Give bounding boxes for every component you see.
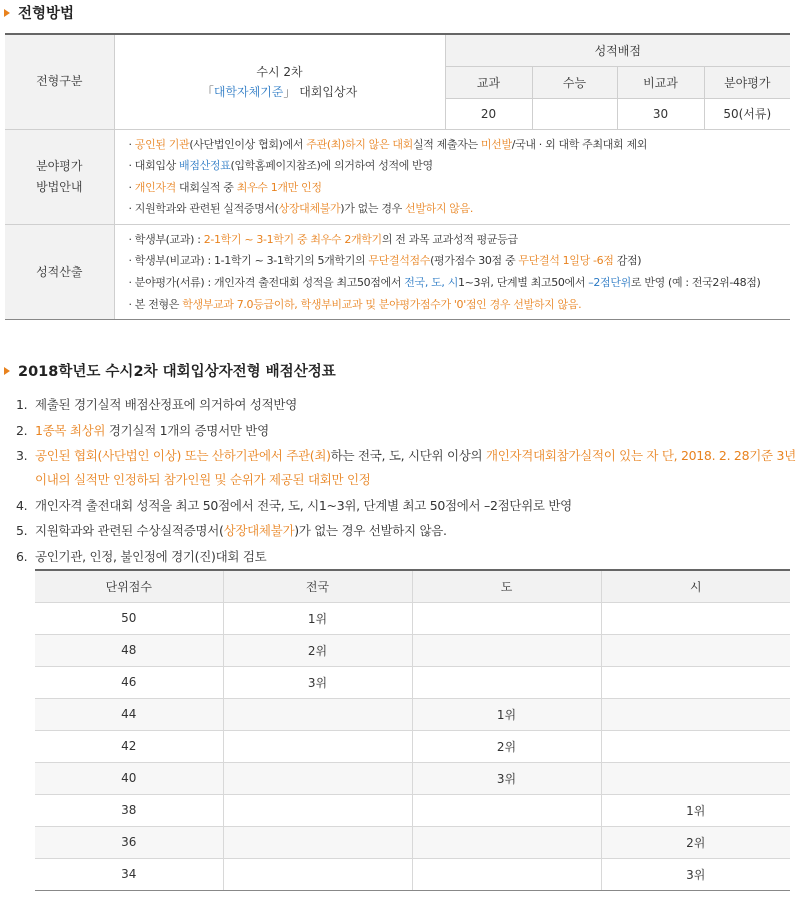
text-run: 제출된 경기실적 배점산정표에 의거하여 성적반영 bbox=[35, 397, 297, 412]
table-row bbox=[35, 730, 790, 762]
table-cell: 50 bbox=[35, 602, 223, 634]
list-item: 1. 제출된 경기실적 배점산정표에 의거하여 성적반영 bbox=[16, 397, 297, 412]
text-run: 개인자격 출전대회 성적을 최고 50점에서 전국, 도, 시1~3위, 단계별 최고 50점에서 –2점단위로 반영 bbox=[35, 497, 572, 513]
table-cell: 3위 bbox=[412, 762, 601, 794]
table-cell: 48 bbox=[35, 634, 223, 666]
text-run: 경기실적 1개의 증명서만 반영 bbox=[105, 422, 269, 438]
table-cell bbox=[601, 634, 790, 666]
section-title-method bbox=[4, 2, 74, 23]
table-row bbox=[35, 602, 790, 634]
value-csat bbox=[532, 98, 617, 129]
table-cell bbox=[412, 634, 601, 666]
table-row bbox=[35, 826, 790, 858]
bullet-arrow-icon bbox=[4, 9, 10, 17]
table-cell: 36 bbox=[35, 826, 223, 858]
admission-type-cell bbox=[114, 34, 445, 129]
table-cell bbox=[223, 826, 412, 858]
highlight-text: 공인된 협회(사단법인 이상) 또는 산하기관에서 주관(최) bbox=[35, 448, 331, 463]
list-item: 4. 개인자격 출전대회 성적을 최고 50점에서 전국, 도, 시1~3위, 단계별 최고 50점에서 –2점단위로 반영 bbox=[16, 497, 572, 513]
text-run: 하는 전국, 도, 시단위 이상의 bbox=[330, 448, 486, 463]
table-cell bbox=[601, 762, 790, 794]
col-header-field-eval: 분야평가 bbox=[704, 66, 790, 98]
field-eval-line bbox=[129, 155, 791, 177]
table-row bbox=[35, 858, 790, 890]
highlight-text: 미선발 bbox=[480, 137, 512, 151]
table-cell bbox=[223, 858, 412, 890]
table-cell bbox=[412, 602, 601, 634]
highlight-text: 개인자격 bbox=[134, 180, 176, 194]
list-item: 3. 공인된 협회(사단법인 이상) 또는 산하기관에서 주관(최)하는 전국, 도, 시단위 이상의 개인자격대회참가실적이 있는 자 단, 2018. 2. 28기준 3년 이내의 실적만 인정하되 참가인원 및 순위가 제공된 대회만 인정 bbox=[16, 448, 796, 487]
text-run: · 학생부(교과) : bbox=[128, 232, 204, 246]
table-cell: 2위 bbox=[412, 730, 601, 762]
table-header-row bbox=[35, 570, 790, 602]
col-header-national: 전국 bbox=[223, 570, 412, 602]
table-cell bbox=[412, 858, 601, 890]
table-row bbox=[35, 698, 790, 730]
score-calc-label: 성적산출 bbox=[5, 224, 114, 319]
text-run: · 학생부(비교과) : 1-1학기 ~ 3-1학기의 5개학기의 bbox=[128, 254, 369, 268]
highlight-text: 상장대체불가 bbox=[278, 202, 341, 216]
col-header-subject: 교과 bbox=[445, 66, 532, 98]
table-cell: 38 bbox=[35, 794, 223, 826]
admission-type-line1: 수시 2차 bbox=[256, 64, 303, 79]
highlight-text: 전국, 도, 시 bbox=[404, 276, 458, 290]
highlight-text: 무단결석점수 bbox=[368, 254, 431, 268]
field-eval-line bbox=[129, 177, 791, 199]
admission-type-line2: 「대학자체기준」 대회입상자 bbox=[201, 84, 358, 99]
text-run: 의 전 과목 교과성적 평균등급 bbox=[381, 232, 518, 246]
col-header-csat: 수능 bbox=[532, 66, 617, 98]
col-header-non-subject: 비교과 bbox=[617, 66, 704, 98]
field-eval-description bbox=[114, 129, 790, 224]
list-item: 5. 지원학과와 관련된 수상실적증명서(상장대체불가)가 없는 경우 선발하지 않음. bbox=[16, 523, 447, 538]
table-cell: 34 bbox=[35, 858, 223, 890]
text-run: · bbox=[128, 137, 135, 151]
table-row bbox=[35, 794, 790, 826]
table-cell bbox=[412, 794, 601, 826]
highlight-text: 공인된 기관 bbox=[134, 137, 190, 151]
text-run: 1~3위, 단계별 최고50에서 bbox=[457, 276, 589, 290]
highlight-text: 상장대체불가 bbox=[223, 523, 295, 538]
highlight-text: 배점산정표 bbox=[179, 159, 231, 173]
highlight-text: 2-1학기 ~ 3-1학기 중 최우수 2개학기 bbox=[203, 232, 382, 246]
score-allocation-header: 성적배점 bbox=[445, 34, 790, 66]
list-item: 2. 1종목 최상위 경기실적 1개의 증명서만 반영 bbox=[16, 422, 269, 438]
table-cell bbox=[223, 730, 412, 762]
score-points-table bbox=[35, 569, 790, 891]
score-calc-description bbox=[114, 224, 790, 319]
table-cell bbox=[601, 698, 790, 730]
table-cell bbox=[601, 730, 790, 762]
table-cell bbox=[223, 762, 412, 794]
text-run: · 지원학과와 관련된 실적증명서( bbox=[128, 202, 279, 216]
table-cell bbox=[223, 794, 412, 826]
field-eval-line bbox=[129, 134, 791, 156]
scoring-rules-list bbox=[16, 393, 796, 570]
value-subject: 20 bbox=[445, 98, 532, 129]
table-cell: 1위 bbox=[412, 698, 601, 730]
text-run: · bbox=[128, 180, 135, 194]
table-cell bbox=[601, 602, 790, 634]
text-run: 로 반영 (예 : 전국2위-48점) bbox=[630, 276, 761, 290]
text-run: 실적 제출자는 bbox=[412, 137, 481, 151]
col-header-unit-score: 단위점수 bbox=[35, 570, 223, 602]
highlight-text: 무단결석 1일당 -6점 bbox=[518, 254, 614, 268]
text-run: (입학홈페이지참조)에 의거하여 성적에 반영 bbox=[230, 159, 433, 173]
text-run: 대회실적 중 bbox=[175, 180, 237, 194]
text-run: 감점) bbox=[613, 254, 642, 268]
table-cell: 3위 bbox=[601, 858, 790, 890]
highlight-text: 학생부교과 7.0등급이하, 학생부비교과 및 분야평가점수가 '0'점인 경우 선발하지 않음. bbox=[182, 297, 582, 311]
table-cell: 3위 bbox=[223, 666, 412, 698]
text-run: · 대회입상 bbox=[128, 159, 180, 173]
text-run: 공인기관, 인정, 불인정에 경기(진)대회 검토 bbox=[35, 548, 267, 564]
list-item: 6. 공인기관, 인정, 불인정에 경기(진)대회 검토 bbox=[16, 548, 267, 564]
table-row bbox=[35, 634, 790, 666]
highlight-text: –2점단위 bbox=[588, 276, 631, 290]
text-run: 지원학과와 관련된 수상실적증명서( bbox=[35, 523, 224, 538]
text-run: · 본 전형은 bbox=[128, 297, 183, 311]
highlight-text: 개인자격대회참가실적이 있는 자 단, 2018. 2. 28기준 3년 이내의 실적만 인정하되 참가인원 및 순위가 제공된 대회만 인정 bbox=[35, 448, 796, 487]
table-cell: 1위 bbox=[601, 794, 790, 826]
table-cell: 1위 bbox=[223, 602, 412, 634]
school-criteria-link[interactable]: 대학자체기준 bbox=[213, 84, 284, 99]
table-cell: 40 bbox=[35, 762, 223, 794]
admission-method-table bbox=[5, 33, 790, 320]
text-run: )가 없는 경우 선발하지 않음. bbox=[294, 523, 447, 538]
table-row bbox=[35, 666, 790, 698]
table-cell: 2위 bbox=[223, 634, 412, 666]
score-calc-line bbox=[129, 294, 791, 316]
text-run: (평가점수 30점 중 bbox=[430, 254, 519, 268]
value-non-subject: 30 bbox=[617, 98, 704, 129]
score-calc-line bbox=[129, 272, 791, 294]
col-header-province: 도 bbox=[412, 570, 601, 602]
table-cell: 42 bbox=[35, 730, 223, 762]
table-cell bbox=[223, 698, 412, 730]
value-field-eval: 50(서류) bbox=[704, 98, 790, 129]
highlight-text: 선발하지 않음. bbox=[405, 202, 473, 216]
section-title-text: 2018학년도 수시2차 대회입상자전형 배점산정표 bbox=[18, 364, 336, 380]
highlight-text: 최우수 1개만 인정 bbox=[236, 180, 322, 194]
field-eval-label: 분야평가 방법안내 bbox=[5, 129, 114, 224]
category-header: 전형구분 bbox=[5, 34, 114, 129]
table-cell bbox=[412, 666, 601, 698]
text-run: · 분야평가(서류) : 개인자격 출전대회 성적을 최고50점에서 bbox=[128, 276, 405, 290]
table-cell bbox=[601, 666, 790, 698]
table-cell bbox=[412, 826, 601, 858]
text-run: /국내 · 외 대학 주최대회 제외 bbox=[511, 137, 647, 151]
table-cell: 2위 bbox=[601, 826, 790, 858]
highlight-text: 주관(최)하지 않은 대회 bbox=[306, 137, 413, 151]
text-run: )가 없는 경우 bbox=[340, 202, 406, 216]
section-title-scoring bbox=[4, 360, 336, 381]
col-header-city: 시 bbox=[601, 570, 790, 602]
text-run: (사단법인이상 협회)에서 bbox=[189, 137, 307, 151]
table-cell: 44 bbox=[35, 698, 223, 730]
score-calc-line bbox=[129, 229, 791, 251]
bullet-arrow-icon bbox=[4, 367, 10, 375]
table-row bbox=[35, 762, 790, 794]
score-calc-line bbox=[129, 250, 791, 272]
highlight-text: 1종목 최상위 bbox=[35, 422, 106, 438]
table-cell: 46 bbox=[35, 666, 223, 698]
field-eval-line bbox=[129, 198, 791, 220]
section-title-text: 전형방법 bbox=[18, 6, 75, 22]
